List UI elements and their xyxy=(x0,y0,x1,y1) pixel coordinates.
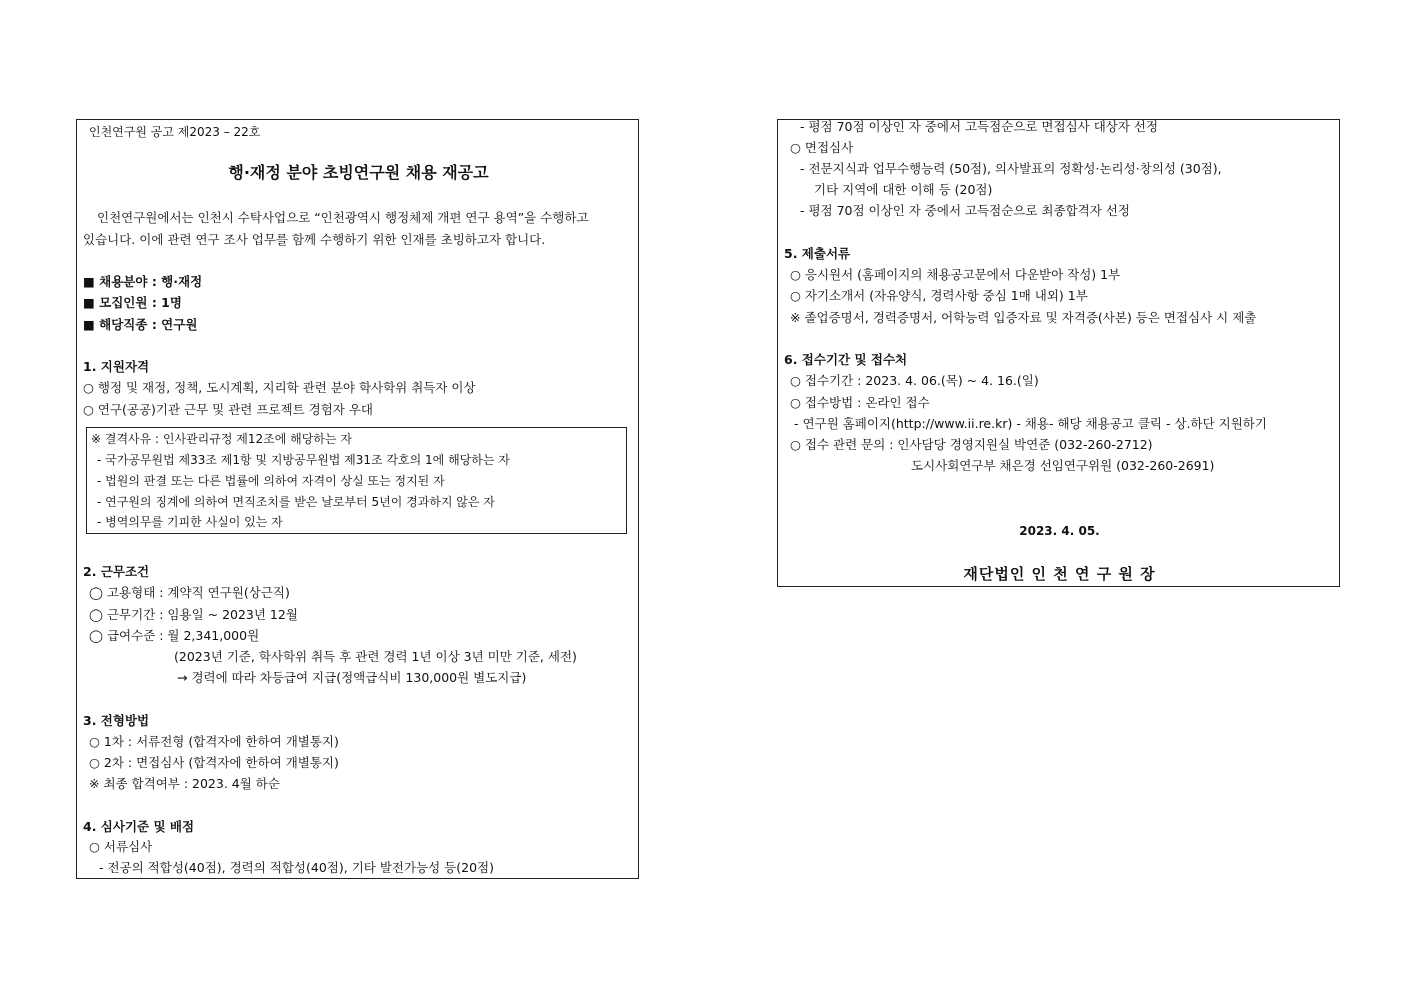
contact-info: ○ 접수 관련 문의 : 인사담당 경영지원실 박연준 (032-260-2712) xyxy=(790,437,1153,452)
application-website: - 연구원 홈페이지(http://www.ii.re.kr) - 채용- 해당 채용공고 클릭 - 상.하단 지원하기 xyxy=(794,416,1267,431)
field-item: ■ 채용분야 : 행·재정 xyxy=(83,274,203,289)
intro-line-2: 있습니다. 이에 관련 연구 조사 업무를 함께 수행하기 위한 인재를 초빙하고자 합니다. xyxy=(83,232,546,247)
condition-item: ◯ 근무기간 : 임용일 ~ 2023년 12월 xyxy=(89,607,298,622)
notice-page-right xyxy=(777,119,1340,587)
document-review: ○ 서류심사 xyxy=(89,839,153,854)
interview-review: ○ 면접심사 xyxy=(790,140,854,155)
interview-cutoff: - 평점 70점 이상인 자 중에서 고득점순으로 최종합격자 선정 xyxy=(800,203,1130,218)
application-period: ○ 접수기간 : 2023. 4. 06.(목) ~ 4. 16.(일) xyxy=(790,373,1039,388)
disqualification-title: ※ 결격사유 : 인사관리규정 제12조에 해당하는 자 xyxy=(91,432,352,446)
condition-item: ◯ 급여수준 : 월 2,341,000원 xyxy=(89,628,260,643)
notice-page-left xyxy=(76,119,639,879)
headcount-item: ■ 모집인원 : 1명 xyxy=(83,295,182,310)
disqualification-box xyxy=(86,427,627,534)
notice-title: 행·재정 분야 초빙연구원 채용 재공고 xyxy=(228,163,489,182)
disqualification-item: - 국가공무원법 제33조 제1항 및 지방공무원법 제31조 각호의 1에 해당하는 자 xyxy=(97,453,510,467)
section-4-title: 4. 심사기준 및 배점 xyxy=(83,819,195,834)
selection-item: ※ 최종 합격여부 : 2023. 4월 하순 xyxy=(89,776,280,791)
selection-item: ○ 2차 : 면접심사 (합격자에 한하여 개별통지) xyxy=(89,755,339,770)
salary-note: (2023년 기준, 학사학위 취득 후 관련 경력 1년 이상 3년 미만 기준, 세전) xyxy=(174,649,577,664)
contact-info: 도시사회연구부 채은경 선임연구위원 (032-260-2691) xyxy=(911,458,1215,473)
section-5-title: 5. 제출서류 xyxy=(784,246,851,261)
section-3-title: 3. 전형방법 xyxy=(83,713,150,728)
interview-detail: 기타 지역에 대한 이해 등 (20점) xyxy=(814,182,993,197)
section-6-title: 6. 접수기간 및 접수처 xyxy=(784,352,908,367)
application-method: ○ 접수방법 : 온라인 접수 xyxy=(790,395,930,410)
intro-line-1: 인천연구원에서는 인천시 수탁사업으로 “인천광역시 행정체제 개편 연구 용역”을 수행하고 xyxy=(97,210,589,225)
interview-detail: - 전문지식과 업무수행능력 (50점), 의사발표의 정확성·논리성·창의성 (30점), xyxy=(800,161,1222,176)
qualification-item: ○ 행정 및 재정, 정책, 도시계획, 지리학 관련 분야 학사학위 취득자 이상 xyxy=(83,380,476,395)
condition-item: ◯ 고용형태 : 계약직 연구원(상근직) xyxy=(89,585,290,600)
notice-number: 인천연구원 공고 제2023 – 22호 xyxy=(89,125,261,139)
document-item: ○ 응시원서 (홈페이지의 채용공고문에서 다운받아 작성) 1부 xyxy=(790,267,1121,282)
document-note: ※ 졸업증명서, 경력증명서, 어학능력 입증자료 및 자격증(사본) 등은 면접심사 시 제출 xyxy=(790,310,1257,325)
issuer-signature: 재단법인 인 천 연 구 원 장 xyxy=(963,565,1156,583)
disqualification-item: - 법원의 판결 또는 다른 법률에 의하여 자격이 상실 또는 정지된 자 xyxy=(97,474,445,488)
section-2-title: 2. 근무조건 xyxy=(83,564,150,579)
qualification-item: ○ 연구(공공)기관 근무 및 관련 프로젝트 경험자 우대 xyxy=(83,402,373,417)
disqualification-item: - 연구원의 징계에 의하여 면직조치를 받은 날로부터 5년이 경과하지 않은 자 xyxy=(97,495,495,509)
salary-note: → 경력에 따라 차등급여 지급(정액급식비 130,000원 별도지급) xyxy=(177,670,527,685)
disqualification-item: - 병역의무를 기피한 사실이 있는 자 xyxy=(97,515,283,529)
document-item: ○ 자기소개서 (자유양식, 경력사항 중심 1매 내외) 1부 xyxy=(790,288,1088,303)
document-review-cutoff: - 평점 70점 이상인 자 중에서 고득점순으로 면접심사 대상자 선정 xyxy=(800,119,1159,134)
document-review-detail: - 전공의 적합성(40점), 경력의 적합성(40점), 기타 발전가능성 등(20점) xyxy=(99,860,494,875)
notice-date: 2023. 4. 05. xyxy=(1019,524,1100,538)
selection-item: ○ 1차 : 서류전형 (합격자에 한하여 개별통지) xyxy=(89,734,339,749)
section-1-title: 1. 지원자격 xyxy=(83,359,150,374)
job-item: ■ 해당직종 : 연구원 xyxy=(83,317,198,332)
